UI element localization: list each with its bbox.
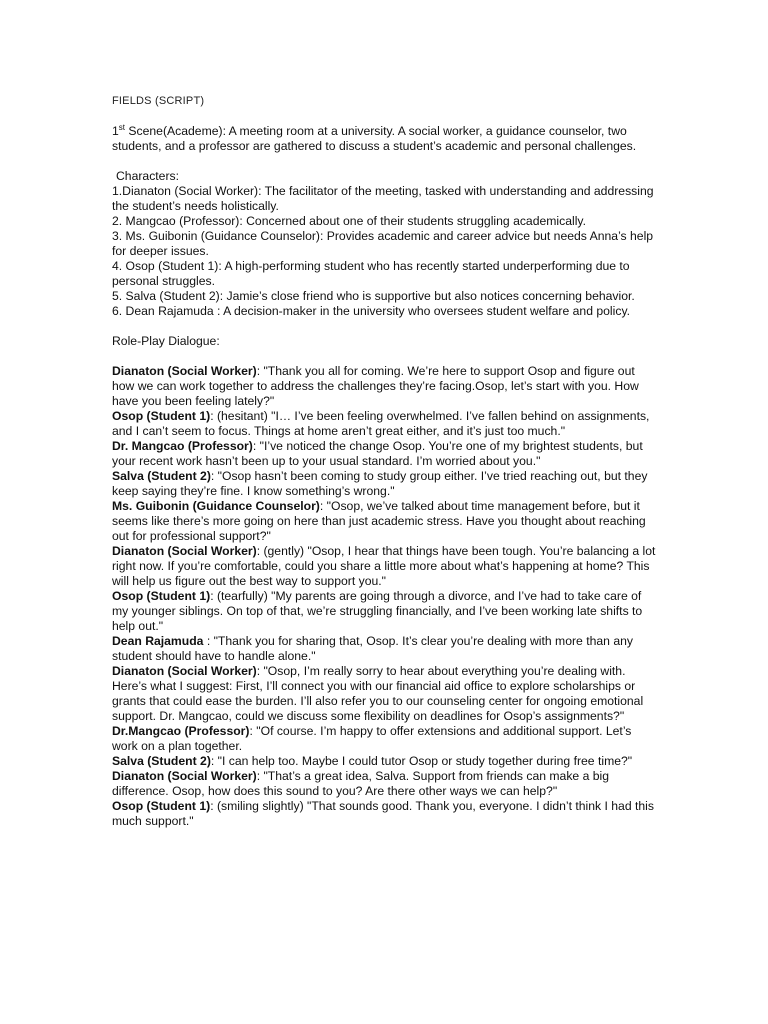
dialogue-text: : (hesitant) "I… I’ve been feeling overwhelmed. I’ve fallen behind on assignments, and I can’t seem to focus. Things at home aren’t great either, and it’s just too much." [112, 409, 650, 438]
speaker-name: Dean Rajamuda [112, 634, 204, 648]
dialogue-line [112, 664, 660, 724]
speaker-name: Salva (Student 2) [112, 469, 211, 483]
dialogue-line [112, 439, 660, 469]
speaker-name: Dianaton (Social Worker) [112, 769, 257, 783]
character-item: 6. Dean Rajamuda : A decision-maker in the university who oversees student welfare and policy. [112, 304, 631, 318]
scene-ordinal: st [118, 122, 126, 132]
scene-description [112, 124, 660, 154]
dialogue-text: : (smiling slightly) "That sounds good. Thank you, everyone. I didn’t think I had this much support." [112, 799, 654, 828]
dialogue-text: : "Osop hasn’t been coming to study group either. I’ve tried reaching out, but they keep saying they’re fine. I know something’s wrong." [112, 469, 648, 498]
dialogue-line [112, 469, 660, 499]
speaker-name: Salva (Student 2) [112, 754, 211, 768]
dialogue-text: : "Of course. I’m happy to offer extensions and additional support. Let’s work on a plan together. [112, 724, 632, 753]
speaker-name: Dianaton (Social Worker) [112, 364, 257, 378]
dialogue-text: : "That’s a great idea, Salva. Support from friends can make a big difference. Osop, how does this sound to you? Are there other ways we can help?" [112, 769, 610, 798]
speaker-name: Ms. Guibonin (Guidance Counselor) [112, 499, 320, 513]
dialogue-line [112, 799, 660, 829]
speaker-name: Dianaton (Social Worker) [112, 544, 257, 558]
document-header: FIELDS (SCRIPT) [112, 95, 205, 107]
dialogue-list [112, 364, 660, 829]
document-body [112, 124, 660, 829]
scene-text: Scene(Academe): A meeting room at a university. A social worker, a guidance counselor, two students, and a professor are gathered to discuss a student’s academic and personal challenges. [112, 124, 637, 153]
dialogue-text: : "Thank you all for coming. We’re here to support Osop and figure out how we can work together to address the challenges they’re facing.Osop, let’s start with you. How have you been feeling lately?" [112, 364, 639, 408]
dialogue-line [112, 724, 660, 754]
character-item: 5. Salva (Student 2): Jamie’s close friend who is supportive but also notices concerning behavior. [112, 289, 635, 303]
dialogue-text: : (tearfully) "My parents are going through a divorce, and I’ve had to take care of my younger siblings. On top of that, we’re struggling financially, and I’ve been working late shifts to help out." [112, 589, 643, 633]
dialogue-line [112, 769, 660, 799]
speaker-name: Dr. Mangcao (Professor) [112, 439, 253, 453]
character-item: 1.Dianaton (Social Worker): The facilitator of the meeting, tasked with understanding and addressing the student’s needs holistically. [112, 184, 654, 213]
dialogue-heading: Role-Play Dialogue: [112, 334, 220, 348]
character-item: 2. Mangcao (Professor): Concerned about one of their students struggling academically. [112, 214, 586, 228]
speaker-name: Dr.Mangcao (Professor) [112, 724, 250, 738]
spacer [112, 319, 660, 334]
dialogue-text: : "I can help too. Maybe I could tutor Osop or study together during free time?" [210, 754, 633, 768]
speaker-name: Osop (Student 1) [112, 799, 211, 813]
spacer [112, 154, 660, 169]
dialogue-text: : "Thank you for sharing that, Osop. It’s clear you’re dealing with more than any student should have to handle alone." [112, 634, 633, 663]
dialogue-line [112, 364, 660, 409]
speaker-name: Osop (Student 1) [112, 409, 211, 423]
dialogue-line [112, 634, 660, 664]
speaker-name: Osop (Student 1) [112, 589, 211, 603]
scene-number: 1 [112, 124, 119, 138]
character-item: 4. Osop (Student 1): A high-performing student who has recently started underperforming due to personal struggles. [112, 259, 630, 288]
spacer [112, 349, 660, 364]
dialogue-line [112, 499, 660, 544]
characters-heading: Characters: [116, 169, 179, 183]
dialogue-line [112, 409, 660, 439]
dialogue-line [112, 589, 660, 634]
speaker-name: Dianaton (Social Worker) [112, 664, 257, 678]
dialogue-text: : "I’ve noticed the change Osop. You’re one of my brightest students, but your recent work hasn’t been up to your usual standard. I’m worried about you." [112, 439, 643, 468]
character-item: 3. Ms. Guibonin (Guidance Counselor): Provides academic and career advice but needs Anna’s help for deeper issues. [112, 229, 654, 258]
character-list [112, 184, 660, 319]
dialogue-line [112, 544, 660, 589]
dialogue-text: : "Osop, I’m really sorry to hear about everything you’re dealing with. Here’s what I suggest: First, I’ll connect you with our financial aid office to explore scholarships or grants that could ease the burden. I’ll also refer you to our counseling center for ongoing emotional support. Dr. Mangcao, could we discuss some flexibility on deadlines for Osop’s assignments?" [112, 664, 644, 723]
dialogue-line [112, 754, 660, 769]
dialogue-text: : (gently) "Osop, I hear that things have been tough. You’re balancing a lot right now. If you’re comfortable, could you share a little more about what’s happening at home? This will help us figure out the best way to support you." [112, 544, 656, 588]
dialogue-text: : "Osop, we’ve talked about time management before, but it seems like there’s more going on here than just academic stress. Have you thought about reaching out for professional support?" [112, 499, 646, 543]
